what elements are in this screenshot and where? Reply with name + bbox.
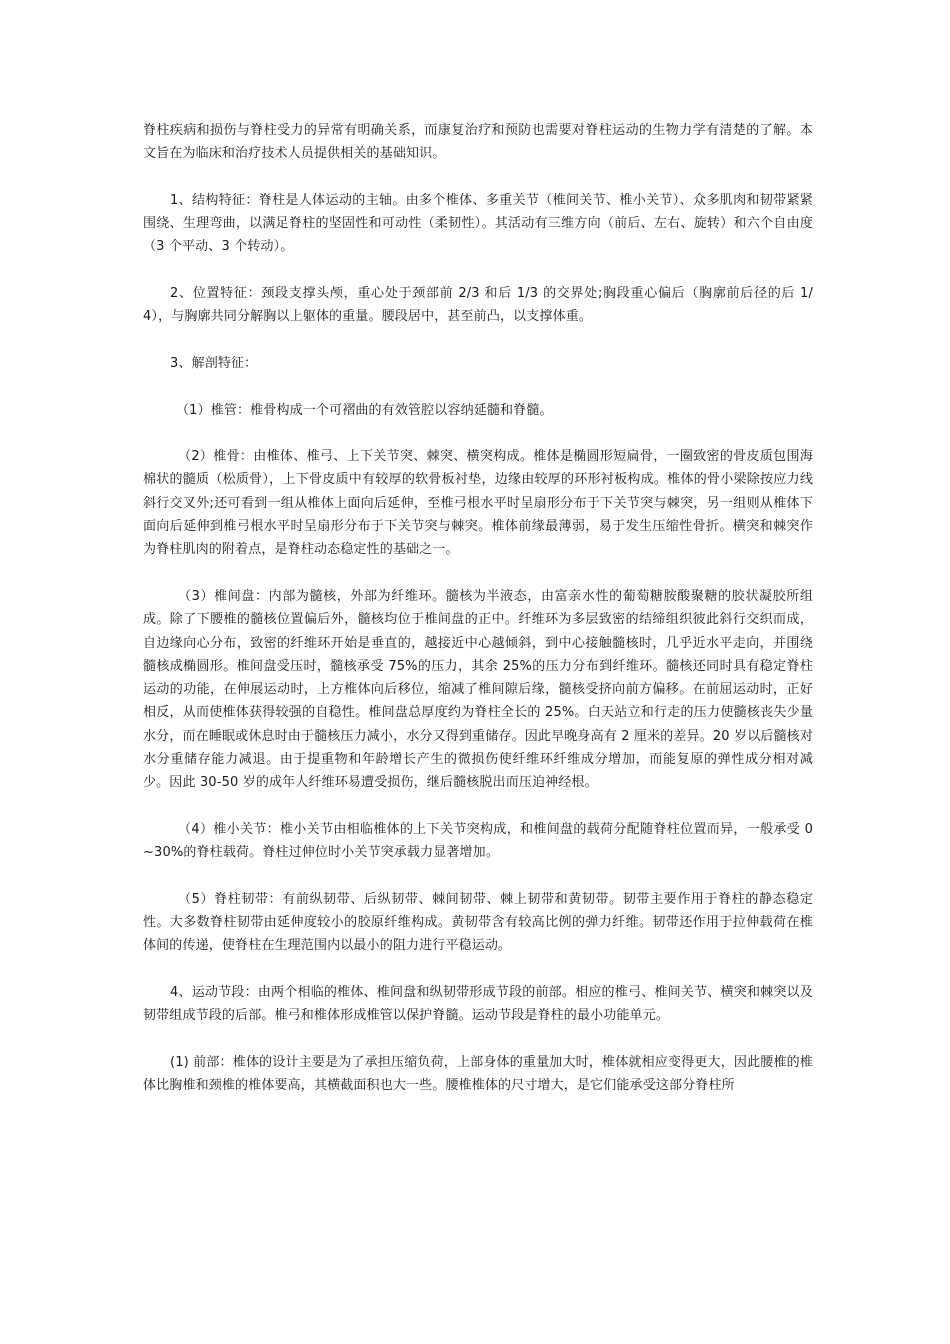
structure-feature-paragraph: 1、结构特征：脊柱是人体运动的主轴。由多个椎体、多重关节（椎间关节、椎小关节）、众多肌肉和韧带紧紧围绕、生理弯曲，以满足脊柱的坚固性和可动性（柔韧性）。其活动有三维方向（前后、左右、旋转）和六个自由度（3 个平动、3 个转动）。 bbox=[143, 192, 813, 255]
document-page bbox=[143, 119, 813, 1121]
anterior-part-paragraph: (1) 前部：椎体的设计主要是为了承担压缩负荷，上部身体的重量加大时，椎体就相应变得更大，因此腰椎的椎体比胸椎和颈椎的椎体要高，其横截面积也大一些。腰椎椎体的尺寸增大，是它们能承受这部分脊柱所 bbox=[143, 1054, 813, 1094]
position-feature-paragraph: 2、位置特征：颈段支撑头颅，重心处于颈部前 2/3 和后 1/3 的交界处;胸段重心偏后（胸廓前后径的后 1/4），与胸廓共同分解胸以上躯体的重量。腰段居中，甚至前凸，以支撑体重。 bbox=[143, 286, 813, 325]
facet-joint-paragraph: （4）椎小关节：椎小关节由相临椎体的上下关节突构成，和椎间盘的载荷分配随脊柱位置而异，一般承受 0~30%的脊柱载荷。脊柱过伸位时小关节突承载力显著增加。 bbox=[143, 821, 813, 861]
spinal-ligament-paragraph: （5）脊柱韧带：有前纵韧带、后纵韧带、棘间韧带、棘上韧带和黄韧带。韧带主要作用于脊柱的静态稳定性。大多数脊柱韧带由延伸度较小的胶原纤维构成。黄韧带含有较高比例的弹力纤维。韧带还作用于拉伸载荷在椎体间的传递，使脊柱在生理范围内以最小的阻力进行平稳运动。 bbox=[143, 891, 813, 954]
spinal-canal-paragraph: （1）椎管：椎骨构成一个可褶曲的有效管腔以容纳延髓和脊髓。 bbox=[176, 402, 553, 418]
intro-paragraph: 脊柱疾病和损伤与脊柱受力的异常有明确关系，而康复治疗和预防也需要对脊柱运动的生物力学有清楚的了解。本文旨在为临床和治疗技术人员提供相关的基础知识。 bbox=[143, 123, 813, 162]
vertebra-paragraph: （2）椎骨：由椎体、椎弓、上下关节突、棘突、横突构成。椎体是椭圆形短扁骨，一圈致密的骨皮质包围海棉状的髓质（松质骨），上下骨皮质中有较厚的软骨板衬垫，边缘由较厚的环形衬板构成。椎体的骨小梁除按应力线斜行交叉外;还可看到一组从椎体上面向后延伸，至椎弓根水平时呈扇形分布于下关节突与棘突，另一组则从椎体下面向后延伸到椎弓根水平时呈扇形分布于下关节突与棘突。椎体前缘最薄弱，易于发生压缩性骨折。横突和棘突作为脊柱肌肉的附着点，是脊柱动态稳定性的基础之一。 bbox=[143, 449, 813, 558]
intervertebral-disc-paragraph: （3）椎间盘：内部为髓核，外部为纤维环。髓核为半液态，由富亲水性的葡萄糖胺酸聚糖的胶状凝胶所组成。除了下腰椎的髓核位置偏后外，髓核均位于椎间盘的正中。纤维环为多层致密的结缔组织彼此斜行交织而成，自边缘向心分布，致密的纤维环开始是垂直的，越接近中心越倾斜，到中心接触髓核时，几乎近水平走向，并围绕髓核成椭圆形。椎间盘受压时，髓核承受 75%的压力，其余 25%的压力分布到纤维环。髓核还同时具有稳定脊柱运动的功能，在伸展运动时，上方椎体向后移位，缩减了椎间隙后缘，髓核受挤向前方偏移。在前屈运动时，正好相反，从而使椎体获得较强的自稳性。椎间盘总厚度约为脊柱全长的 25%。白天站立和行走的压力使髓核丧失少量水分，而在睡眠或休息时由于髓核压力减小，水分又得到重储存。因此早晚身高有 2 厘米的差异。20 岁以后髓核对水分重储存能力减退。由于提重物和年龄增长产生的微损伤使纤维环纤维成分增加，而能复原的弹性成分相对减少。因此 30-50 岁的成年人纤维环易遭受损伤，继后髓核脱出而压迫神经根。 bbox=[143, 588, 813, 791]
motion-segment-paragraph: 4、运动节段：由两个相临的椎体、椎间盘和纵韧带形成节段的前部。相应的椎弓、椎间关节、横突和棘突以及韧带组成节段的后部。椎弓和椎体形成椎管以保护脊髓。运动节段是脊柱的最小功能单元。 bbox=[143, 984, 813, 1024]
anatomy-feature-heading: 3、解剖特征： bbox=[170, 355, 258, 371]
